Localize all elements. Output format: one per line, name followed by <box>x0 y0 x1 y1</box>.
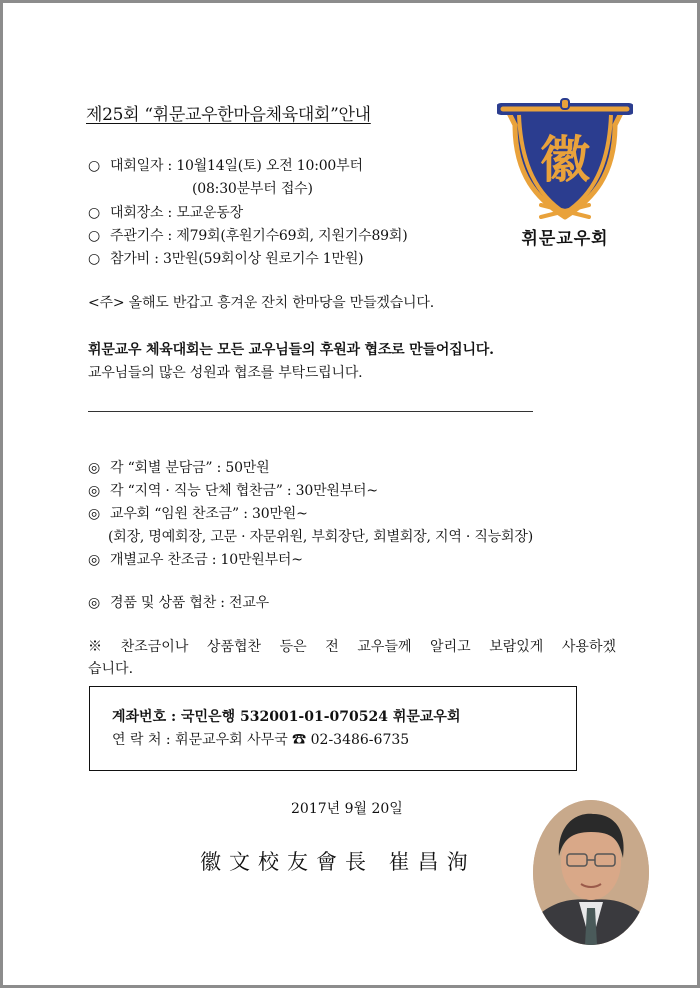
double-circle-bullet-icon: ◎ <box>88 552 101 568</box>
contribution-officer-list: (회장, 명예회장, 고문 · 자문위원, 부회장단, 회별회장, 지역 · 직능회장) <box>108 529 533 545</box>
circle-bullet-icon: ○ <box>88 205 101 221</box>
double-circle-bullet-icon: ◎ <box>88 460 101 476</box>
double-circle-bullet-icon: ◎ <box>88 506 101 522</box>
contribution-item: ◎ 각 “지역 · 직능 단체 협찬금” : 30만원부터~ <box>88 483 378 499</box>
appeal-text: 교우님들의 많은 성원과 협조를 부탁드립니다. <box>88 365 363 381</box>
circle-bullet-icon: ○ <box>88 228 101 244</box>
contribution-item: ◎ 각 “회별 분담금” : 50만원 <box>88 460 270 476</box>
separator-line <box>88 411 533 412</box>
event-date: ○ 대회일자 : 10월14일(토) 오전 10:00부터 <box>88 158 363 174</box>
president-photo <box>533 800 649 945</box>
bank-account: 계좌번호 : 국민은행 532001-01-070524 휘문교우회 <box>112 709 461 725</box>
issue-date: 2017년 9월 20일 <box>291 801 403 817</box>
page-title: 제25회 “휘문교우한마음체육대회”안내 <box>86 105 371 125</box>
portrait-image <box>533 800 649 945</box>
svg-text:徽: 徽 <box>540 131 590 189</box>
double-circle-bullet-icon: ◎ <box>88 595 101 611</box>
account-info-box <box>89 686 577 771</box>
prize-sponsorship: ◎ 경품 및 상품 협찬 : 전교우 <box>88 595 270 611</box>
circle-bullet-icon: ○ <box>88 158 101 174</box>
appeal-bold-text: 휘문교우 체육대회는 모든 교우님들의 후원과 협조로 만들어집니다. <box>88 342 494 358</box>
contribution-item: ◎ 교우회 “임원 찬조금” : 30만원~ <box>88 506 308 522</box>
shield-icon <box>497 95 633 225</box>
event-venue: ○ 대회장소 : 모교운동장 <box>88 205 243 221</box>
contact-phone: 연 락 처 : 휘문교우회 사무국 ☎ 02-3486-6735 <box>112 732 410 748</box>
double-circle-bullet-icon: ◎ <box>88 483 101 499</box>
event-registration-time: (08:30분부터 접수) <box>192 181 313 197</box>
note-text: <주> 올해도 반갑고 흥겨운 잔치 한마당을 만들겠습니다. <box>88 295 434 311</box>
contribution-item: ◎ 개별교우 찬조금 : 10만원부터~ <box>88 552 303 568</box>
logo-caption: 휘문교우회 <box>521 229 609 249</box>
signature: 徽文校友會長 崔昌洵 <box>200 850 476 874</box>
disclaimer-text: ※ 찬조금이나 상품협찬 등은 전 교우들께 알리고 보람있게 사용하겠습니다. <box>88 639 616 677</box>
circle-bullet-icon: ○ <box>88 251 101 267</box>
event-host-class: ○ 주관기수 : 제79회(후원기수69회, 지원기수89회) <box>88 228 408 244</box>
event-fee: ○ 참가비 : 3만원(59회이상 원로기수 1만원) <box>88 251 364 267</box>
